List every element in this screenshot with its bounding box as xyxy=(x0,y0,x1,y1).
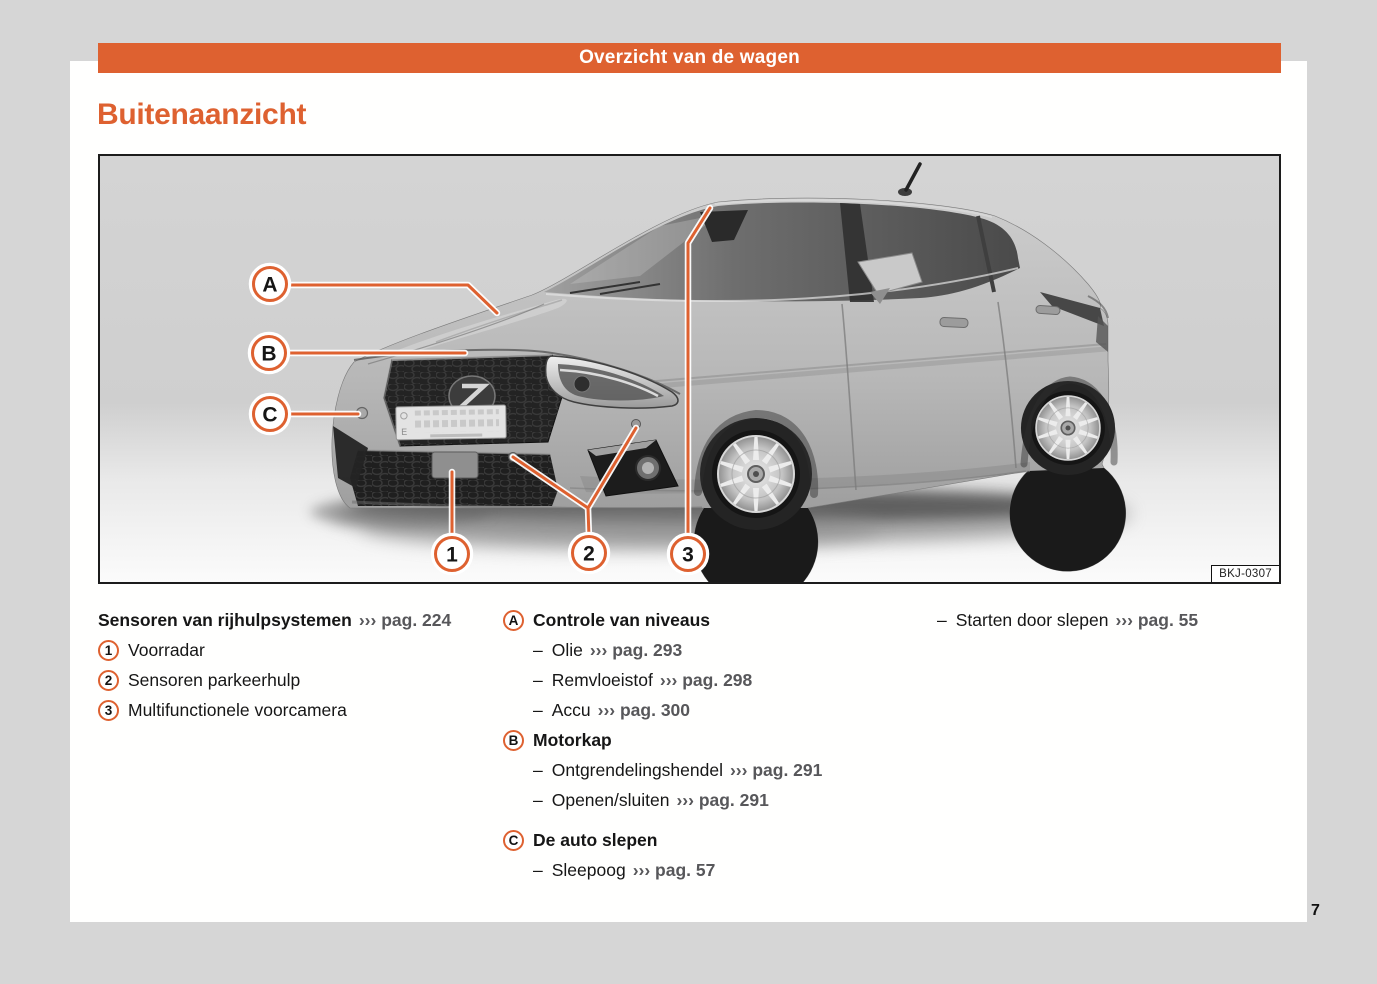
callout-marker-3 xyxy=(669,535,708,574)
item-marker-circle: B xyxy=(503,730,524,751)
page-number: 7 xyxy=(1311,902,1320,919)
sensors-heading-text: Sensoren van rijhulpsystemen xyxy=(98,609,352,630)
sensors-item-list xyxy=(98,635,498,725)
list-item xyxy=(98,635,498,665)
svg-text:3: 3 xyxy=(682,543,694,567)
dash: – xyxy=(533,759,543,780)
item-text: Ontgrendelingshendel xyxy=(551,759,723,780)
svg-text:C: C xyxy=(262,403,278,427)
dash: – xyxy=(533,669,543,690)
group-title: De auto slepen xyxy=(533,829,658,850)
group-heading xyxy=(503,825,933,855)
list-item xyxy=(98,665,498,695)
groups-list xyxy=(503,605,933,885)
page-ref xyxy=(359,610,451,631)
page-ref: ››› pag. 300 xyxy=(597,699,691,720)
group-title: Motorkap xyxy=(533,729,612,750)
item-marker-circle: C xyxy=(503,830,524,851)
plate-country-char: E xyxy=(401,426,408,437)
item-text: Openen/sluiten xyxy=(551,789,670,810)
chapter-header-bar xyxy=(98,43,1281,73)
callout-marker-2 xyxy=(570,534,609,573)
item-text: Sleepoog xyxy=(551,859,626,880)
group-heading xyxy=(503,605,933,635)
page-ref: ››› pag. 291 xyxy=(676,789,769,810)
page-title: Buitenaanzicht xyxy=(97,98,307,131)
list-item xyxy=(98,695,498,725)
exterior-figure xyxy=(98,154,1281,584)
page-ref: ››› pag. 57 xyxy=(632,859,716,880)
right-item-list xyxy=(937,605,1297,635)
license-plate xyxy=(396,405,507,440)
dash: – xyxy=(533,859,543,880)
page-ref: ››› pag. 55 xyxy=(1115,609,1199,630)
callout-marker-c xyxy=(251,395,290,434)
item-marker-circle: A xyxy=(503,610,524,631)
item-text: Sensoren parkeerhulp xyxy=(128,669,301,690)
item-text: Voorradar xyxy=(128,639,205,660)
dash: – xyxy=(533,789,543,810)
svg-text:A: A xyxy=(262,273,278,297)
list-item xyxy=(937,605,1297,635)
item-marker-circle: 2 xyxy=(98,670,119,691)
item-marker-circle: 3 xyxy=(98,700,119,721)
figure-code: BKJ-0307 xyxy=(1211,565,1279,582)
item-text: Olie xyxy=(551,639,583,660)
list-item xyxy=(503,695,933,725)
list-item xyxy=(503,785,933,815)
item-text: Multifunctionele voorcamera xyxy=(128,699,347,720)
list-item xyxy=(503,635,933,665)
page-ref: ››› pag. 298 xyxy=(659,669,753,690)
sensors-heading xyxy=(98,605,498,635)
list-item xyxy=(503,755,933,785)
item-text: Accu xyxy=(551,699,591,720)
page-ref: ››› pag. 291 xyxy=(729,759,823,780)
callout-marker-b xyxy=(250,334,289,373)
dash: – xyxy=(937,609,947,630)
car-illustration xyxy=(100,156,1279,582)
legend-column-groups xyxy=(503,605,933,885)
callout-marker-1 xyxy=(433,535,472,574)
item-marker-circle: 1 xyxy=(98,640,119,661)
item-text: Remvloeistof xyxy=(551,669,653,690)
group-title: Controle van niveaus xyxy=(533,609,710,630)
item-text: Starten door slepen xyxy=(955,609,1109,630)
legend-column-sensors xyxy=(98,605,498,725)
chapter-header-label: Overzicht van de wagen xyxy=(579,47,800,68)
ref-arrow: ››› xyxy=(358,609,377,630)
dash: – xyxy=(533,699,543,720)
page-ref: ››› pag. 293 xyxy=(589,639,683,660)
svg-text:2: 2 xyxy=(583,542,595,566)
svg-text:1: 1 xyxy=(446,543,458,567)
legend-column-right xyxy=(937,605,1297,635)
dash: – xyxy=(533,639,543,660)
ref-page: pag. 224 xyxy=(381,609,452,630)
list-item xyxy=(503,855,933,885)
callout-marker-a xyxy=(251,265,290,304)
list-item xyxy=(503,665,933,695)
group-heading xyxy=(503,725,933,755)
svg-text:B: B xyxy=(261,342,277,366)
